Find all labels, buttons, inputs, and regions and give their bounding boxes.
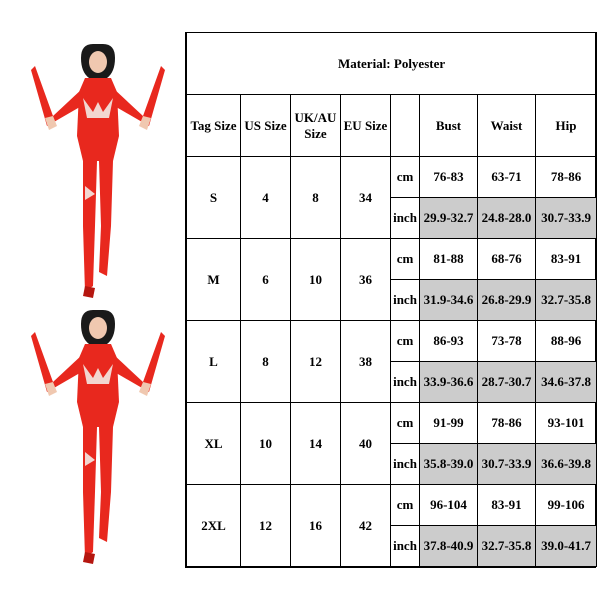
material-title: Material: Polyester: [187, 33, 597, 95]
hip-cm-cell: 88-96: [536, 321, 597, 362]
header-us-size: US Size: [241, 95, 291, 157]
header-unit: [391, 95, 420, 157]
bust-inch-cell: 37.8-40.9: [420, 526, 478, 567]
unit-cm-label: cm: [391, 485, 420, 526]
header-uk-size: UK/AU Size: [291, 95, 341, 157]
size-row-cm: [187, 485, 597, 526]
header-waist: Waist: [478, 95, 536, 157]
header-bust: Bust: [420, 95, 478, 157]
unit-inch-label: inch: [391, 444, 420, 485]
waist-inch-cell: 30.7-33.9: [478, 444, 536, 485]
size-row-cm: [187, 239, 597, 280]
bust-cm-cell: 76-83: [420, 157, 478, 198]
us-size-cell: 8: [241, 321, 291, 403]
hip-inch-cell: 34.6-37.8: [536, 362, 597, 403]
tag-size-cell: S: [187, 157, 241, 239]
us-size-cell: 12: [241, 485, 291, 567]
tag-size-cell: XL: [187, 403, 241, 485]
hip-cm-cell: 78-86: [536, 157, 597, 198]
bust-inch-cell: 33.9-36.6: [420, 362, 478, 403]
unit-cm-label: cm: [391, 403, 420, 444]
bust-cm-cell: 96-104: [420, 485, 478, 526]
waist-inch-cell: 24.8-28.0: [478, 198, 536, 239]
waist-cm-cell: 73-78: [478, 321, 536, 362]
tag-size-cell: 2XL: [187, 485, 241, 567]
eu-size-cell: 34: [341, 157, 391, 239]
hip-cm-cell: 83-91: [536, 239, 597, 280]
header-hip: Hip: [536, 95, 597, 157]
uk-size-cell: 10: [291, 239, 341, 321]
header-row: [187, 95, 597, 157]
tag-size-cell: M: [187, 239, 241, 321]
waist-cm-cell: 63-71: [478, 157, 536, 198]
waist-inch-cell: 28.7-30.7: [478, 362, 536, 403]
eu-size-cell: 40: [341, 403, 391, 485]
eu-size-cell: 42: [341, 485, 391, 567]
header-tag-size: Tag Size: [187, 95, 241, 157]
product-photo-front: [23, 36, 173, 301]
tag-size-cell: L: [187, 321, 241, 403]
us-size-cell: 4: [241, 157, 291, 239]
bust-inch-cell: 29.9-32.7: [420, 198, 478, 239]
eu-size-cell: 38: [341, 321, 391, 403]
unit-inch-label: inch: [391, 280, 420, 321]
waist-inch-cell: 26.8-29.9: [478, 280, 536, 321]
size-table: [186, 32, 597, 567]
waist-inch-cell: 32.7-35.8: [478, 526, 536, 567]
header-eu-size: EU Size: [341, 95, 391, 157]
hip-inch-cell: 32.7-35.8: [536, 280, 597, 321]
uk-size-cell: 16: [291, 485, 341, 567]
uk-size-cell: 8: [291, 157, 341, 239]
size-row-cm: [187, 157, 597, 198]
bust-inch-cell: 35.8-39.0: [420, 444, 478, 485]
size-row-cm: [187, 321, 597, 362]
waist-cm-cell: 83-91: [478, 485, 536, 526]
bust-inch-cell: 31.9-34.6: [420, 280, 478, 321]
us-size-cell: 10: [241, 403, 291, 485]
bust-cm-cell: 81-88: [420, 239, 478, 280]
hip-inch-cell: 30.7-33.9: [536, 198, 597, 239]
eu-size-cell: 36: [341, 239, 391, 321]
waist-cm-cell: 78-86: [478, 403, 536, 444]
unit-inch-label: inch: [391, 198, 420, 239]
unit-cm-label: cm: [391, 321, 420, 362]
unit-inch-label: inch: [391, 526, 420, 567]
hip-inch-cell: 39.0-41.7: [536, 526, 597, 567]
product-photo-back: [23, 302, 173, 567]
bust-cm-cell: 91-99: [420, 403, 478, 444]
uk-size-cell: 12: [291, 321, 341, 403]
hip-cm-cell: 99-106: [536, 485, 597, 526]
size-row-cm: [187, 403, 597, 444]
unit-inch-label: inch: [391, 362, 420, 403]
unit-cm-label: cm: [391, 157, 420, 198]
unit-cm-label: cm: [391, 239, 420, 280]
product-photo-panel: [3, 32, 186, 568]
us-size-cell: 6: [241, 239, 291, 321]
uk-size-cell: 14: [291, 403, 341, 485]
hip-inch-cell: 36.6-39.8: [536, 444, 597, 485]
waist-cm-cell: 68-76: [478, 239, 536, 280]
bust-cm-cell: 86-93: [420, 321, 478, 362]
hip-cm-cell: 93-101: [536, 403, 597, 444]
